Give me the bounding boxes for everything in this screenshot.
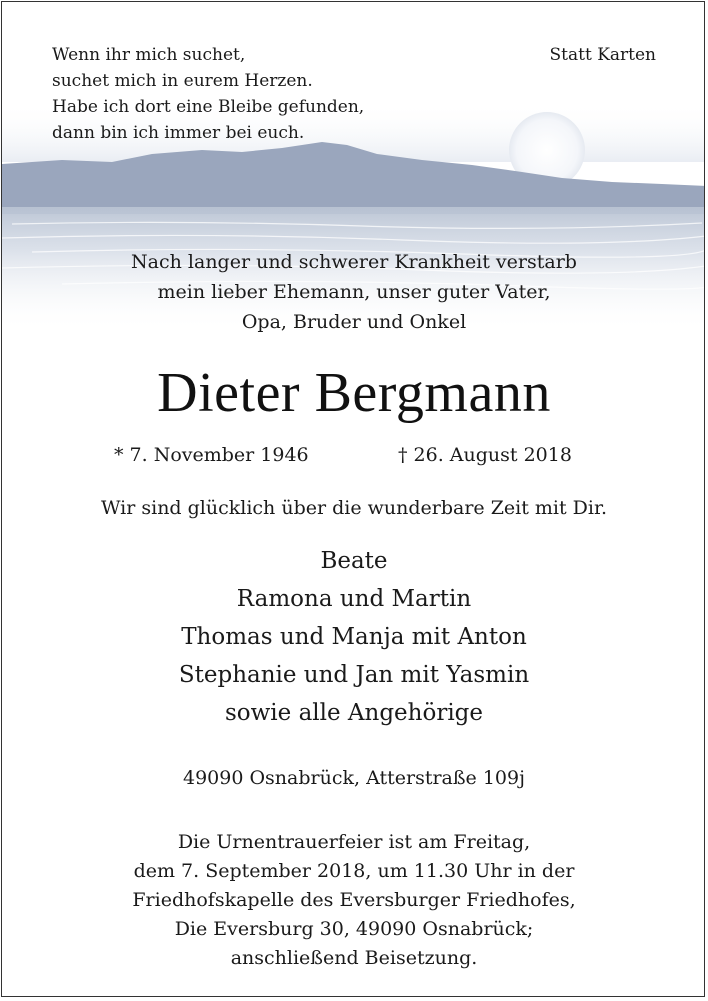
statt-karten-label: Statt Karten [549, 45, 656, 65]
intro-line: Opa, Bruder und Onkel [241, 311, 467, 333]
ceremony-line: Die Urnentrauerfeier ist am Freitag, [177, 831, 531, 853]
family-line: Thomas und Manja mit Anton [181, 624, 527, 650]
family-list [2, 542, 705, 732]
poem-line: dann bin ich immer bei euch. [52, 123, 305, 143]
address: 49090 Osnabrück, Atterstraße 109j [183, 767, 525, 789]
poem-line: suchet mich in eurem Herzen. [52, 71, 313, 91]
ceremony-line: Friedhofskapelle des Eversburger Friedhofes, [132, 889, 576, 911]
poem [52, 42, 364, 146]
family-line: Ramona und Martin [236, 586, 472, 612]
obituary-notice [1, 1, 705, 997]
thanks-line: Wir sind glücklich über die wunderbare Zeit mit Dir. [100, 497, 608, 519]
birth-date: * 7. November 1946 [114, 444, 309, 466]
poem-line: Habe ich dort eine Bleibe gefunden, [52, 97, 365, 117]
ceremony-line: Die Eversburg 30, 49090 Osnabrück; [174, 918, 534, 940]
deceased-name: Dieter Bergmann [157, 362, 551, 424]
poem-line: Wenn ihr mich suchet, [52, 45, 246, 65]
ceremony-line: anschließend Beisetzung. [230, 947, 478, 969]
ceremony-line: dem 7. September 2018, um 11.30 Uhr in der [133, 860, 575, 882]
intro-text [2, 247, 705, 337]
family-line: Stephanie und Jan mit Yasmin [178, 662, 530, 688]
family-line: Beate [320, 548, 388, 574]
death-date: † 26. August 2018 [398, 444, 572, 466]
intro-line: mein lieber Ehemann, unser guter Vater, [157, 281, 551, 303]
intro-line: Nach langer und schwerer Krankheit verstarb [131, 251, 577, 273]
family-line: sowie alle Angehörige [224, 700, 484, 726]
ceremony-info [2, 828, 705, 973]
